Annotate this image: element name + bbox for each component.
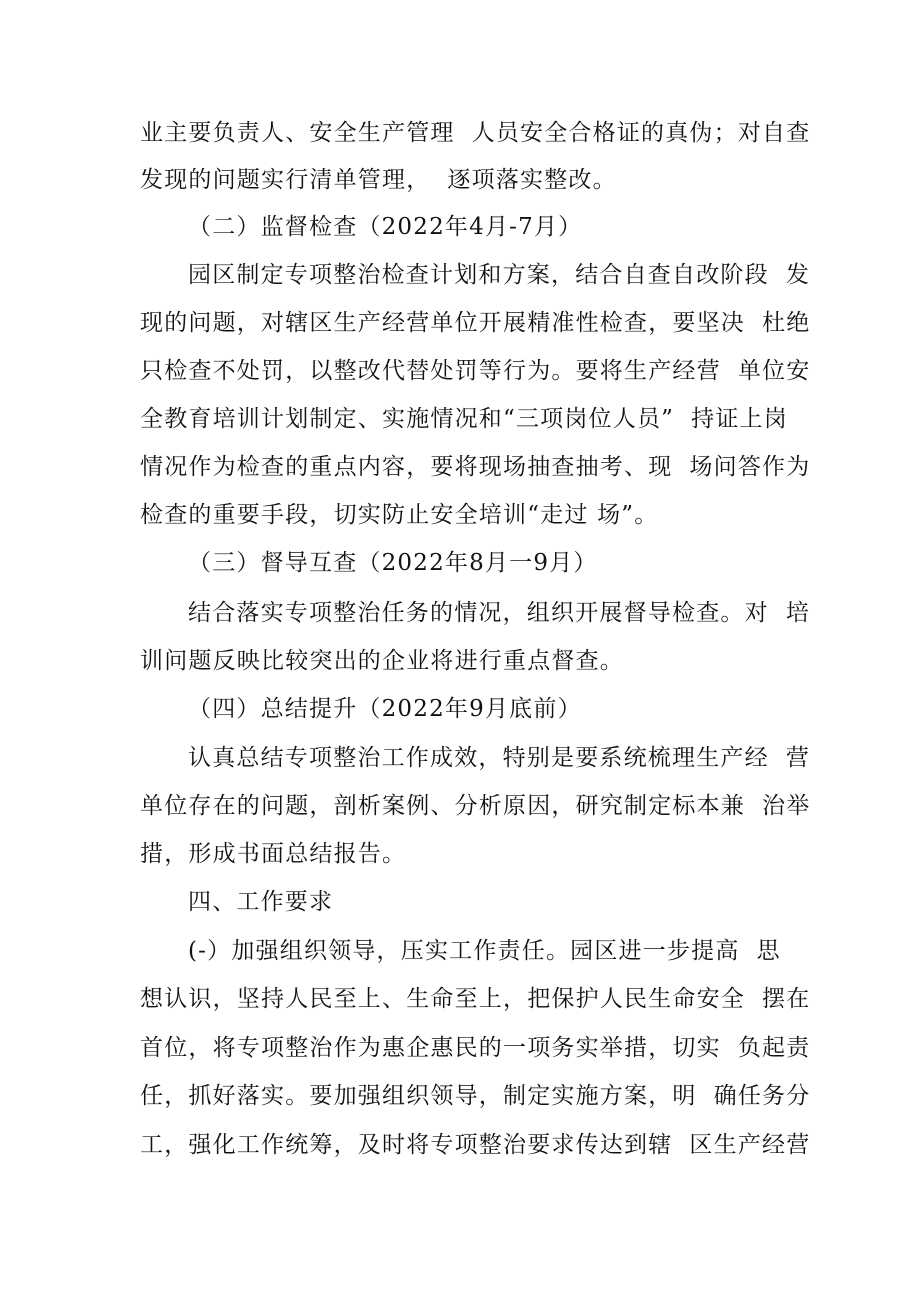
paragraph-line: 工，强化工作统筹，及时将专项整治要求传达到辖 区生产经营	[140, 1132, 811, 1158]
paragraph-line: 单位存在的问题，剖析案例、分析原因，研究制定标本兼 治举	[140, 793, 811, 819]
paragraph-line: 任，抓好落实。要加强组织领导，制定实施方案，明 确任务分	[140, 1083, 811, 1109]
section-heading: （二）监督检查（2022年4月-7月）	[188, 214, 583, 240]
paragraph-line: 只检查不处罚，以整改代替处罚等行为。要将生产经营 单位安	[140, 358, 811, 384]
paragraph-line: 训问题反映比较突出的企业将进行重点督查。	[140, 648, 624, 674]
section-heading: （三）督导互查（2022年8月一9月）	[188, 550, 598, 576]
paragraph-line: (-）加强组织领导，压实工作责任。园区进一步提高 思	[188, 938, 781, 964]
paragraph-line: 发现的问题实行清单管理， 逐项落实整改。	[140, 167, 617, 193]
paragraph-line: 检查的重要手段，切实防止安全培训“走过 场”。	[140, 502, 659, 528]
paragraph-line: 园区制定专项整治检查计划和方案，结合自查自改阶段 发	[188, 262, 811, 288]
paragraph-line: 现的问题，对辖区生产经营单位开展精准性检查，要坚决 杜绝	[140, 310, 811, 336]
section-heading: 四、工作要求	[188, 889, 334, 915]
paragraph-line: 措，形成书面总结报告。	[140, 841, 407, 867]
section-heading: （四）总结提升（2022年9月底前）	[188, 696, 582, 722]
paragraph-line: 情况作为检查的重点内容，要将现场抽查抽考、现 场问答作为	[140, 454, 811, 480]
paragraph-line: 想认识，坚持人民至上、生命至上，把保护人民生命安全 摆在	[140, 986, 811, 1012]
paragraph-line: 业主要负责人、安全生产管理 人员安全合格证的真伪；对自查	[140, 120, 811, 146]
paragraph-line: 全教育培训计划制定、实施情况和“三项岗位人员” 持证上岗	[140, 406, 788, 432]
paragraph-line: 首位，将专项整治作为惠企惠民的一项务实举措，切实 负起责	[140, 1035, 811, 1061]
paragraph-line: 认真总结专项整治工作成效，特别是要系统梳理生产经 营	[188, 745, 811, 771]
paragraph-line: 结合落实专项整治任务的情况，组织开展督导检查。对 培	[188, 600, 811, 626]
